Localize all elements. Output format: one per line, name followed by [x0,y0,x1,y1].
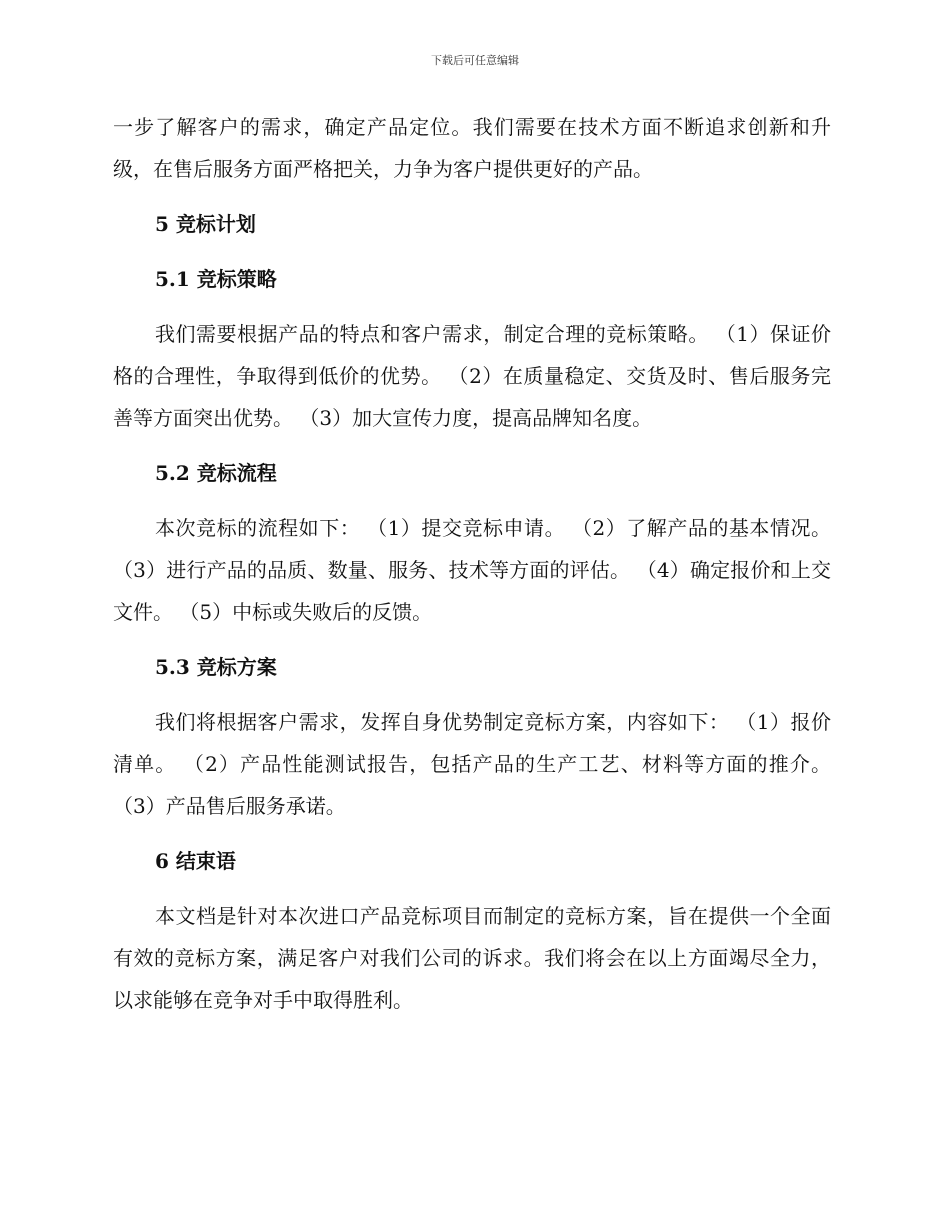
paragraph-conclusion: 本文档是针对本次进口产品竞标项目而制定的竞标方案，旨在提供一个全面有效的竞标方案，满足客户对我们公司的诉求。我们将会在以上方面竭尽全力，以求能够在竞争对手中取得胜利。 [113,904,831,1012]
paragraph-intro-continuation: 一步了解客户的需求，确定产品定位。我们需要在技术方面不断追求创新和升级，在售后服务方面严格把关，力争为客户提供更好的产品。 [113,115,831,181]
heading-section-5-1: 5.1 竞标策略 [155,267,277,291]
heading-section-5-2: 5.2 竞标流程 [155,461,277,485]
document-body [113,106,831,1021]
paragraph-bidding-plan: 我们将根据客户需求，发挥自身优势制定竞标方案，内容如下： （1）报价清单。 （2）产品性能测试报告，包括产品的生产工艺、材料等方面的推介。 （3）产品售后服务承诺。 [113,710,831,818]
heading-section-6: 6 结束语 [155,849,236,873]
paragraph-bidding-strategy: 我们需要根据产品的特点和客户需求，制定合理的竞标策略。 （1）保证价格的合理性，争取得到低价的优势。 （2）在质量稳定、交货及时、售后服务完善等方面突出优势。 （3）加大宣传力度，提高品牌知名度。 [113,322,831,430]
heading-section-5: 5 竞标计划 [155,212,256,236]
heading-section-5-3: 5.3 竞标方案 [155,655,277,679]
page-header: 下载后可任意编辑 [431,54,519,67]
paragraph-bidding-process: 本次竞标的流程如下： （1）提交竞标申请。 （2）了解产品的基本情况。 （3）进行产品的品质、数量、服务、技术等方面的评估。 （4）确定报价和上交文件。 （5）中标或失败后的反馈。 [113,516,831,624]
